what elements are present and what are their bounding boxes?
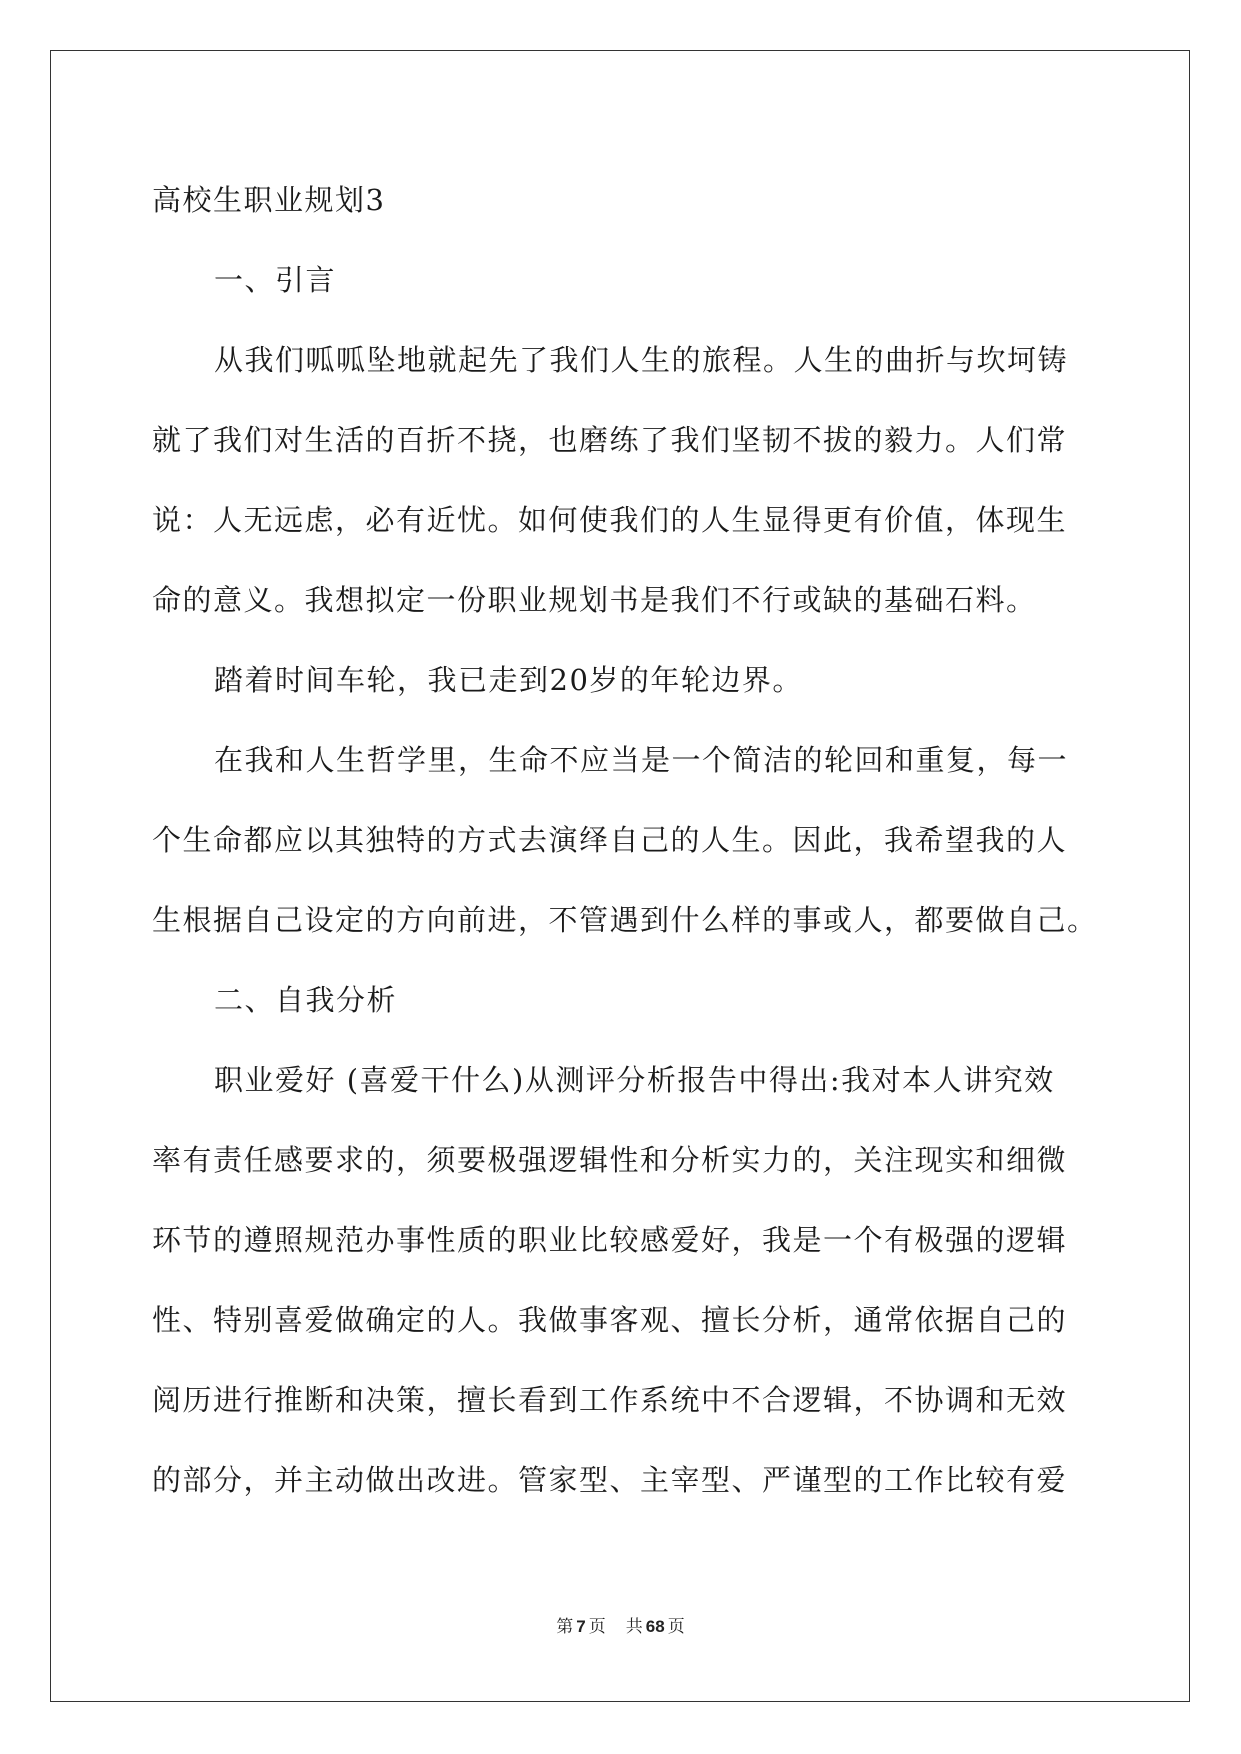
section-heading: 二、自我分析 — [214, 983, 398, 1017]
page-number: 7 — [576, 1617, 586, 1636]
paragraph-line: 踏着时间车轮，我已走到20岁的年轮边界。 — [214, 663, 803, 697]
paragraph-line: 生根据自己设定的方向前进，不管遇到什么样的事或人，都要做自己。 — [152, 903, 1098, 937]
paragraph-line: 职业爱好 (喜爱干什么)从测评分析报告中得出:我对本人讲究效 — [214, 1063, 1055, 1097]
paragraph-line: 的部分，并主动做出改进。管家型、主宰型、严谨型的工作比较有爱 — [152, 1463, 1068, 1497]
paragraph-line: 从我们呱呱坠地就起先了我们人生的旅程。人生的曲折与坎坷铸 — [214, 343, 1069, 377]
page-footer — [0, 1612, 1241, 1637]
paragraph-line: 环节的遵照规范办事性质的职业比较感爱好，我是一个有极强的逻辑 — [152, 1223, 1068, 1257]
paragraph-line: 在我和人生哲学里，生命不应当是一个简洁的轮回和重复，每一 — [214, 743, 1069, 777]
total-pages: 68 — [645, 1617, 665, 1636]
paragraph-line: 命的意义。我想拟定一份职业规划书是我们不行或缺的基础石料。 — [152, 583, 1037, 617]
paragraph-line: 个生命都应以其独特的方式去演绎自己的人生。因此，我希望我的人 — [152, 823, 1068, 857]
document-body — [152, 160, 1098, 1520]
paragraph-line: 率有责任感要求的，须要极强逻辑性和分析实力的，关注现实和细微 — [152, 1143, 1068, 1177]
paragraph-line: 性、特别喜爱做确定的人。我做事客观、擅长分析，通常依据自己的 — [152, 1303, 1068, 1337]
paragraph-line: 说：人无远虑，必有近忧。如何使我们的人生显得更有价值，体现生 — [152, 503, 1068, 537]
paragraph-line: 阅历进行推断和决策，擅长看到工作系统中不合逻辑，不协调和无效 — [152, 1383, 1068, 1417]
total-prefix: 共 — [625, 1617, 643, 1637]
total-suffix: 页 — [667, 1617, 685, 1637]
page-suffix: 页 — [588, 1617, 606, 1637]
paragraph-line: 就了我们对生活的百折不挠，也磨练了我们坚韧不拔的毅力。人们常 — [152, 423, 1068, 457]
document-title: 高校生职业规划3 — [152, 183, 386, 217]
page-prefix: 第 — [556, 1617, 574, 1637]
section-heading: 一、引言 — [214, 263, 337, 297]
